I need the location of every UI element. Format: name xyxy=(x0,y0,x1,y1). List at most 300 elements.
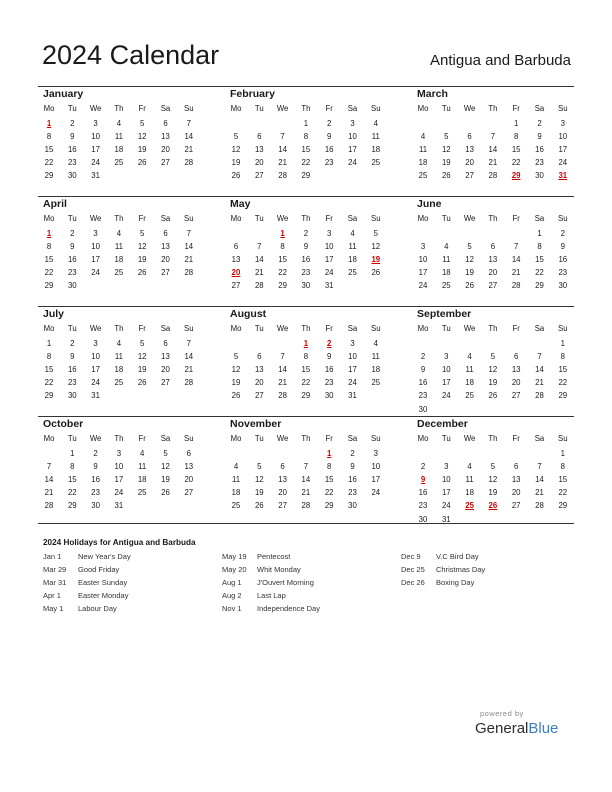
day-cell: 25 xyxy=(137,488,147,498)
day-cell: 16 xyxy=(418,488,428,498)
day-cell: 31 xyxy=(91,171,100,181)
day-cell: 4 xyxy=(444,242,449,252)
weekday-label: Fr xyxy=(138,324,146,333)
day-cell: 4 xyxy=(116,229,122,238)
day-cell: 13 xyxy=(278,475,287,485)
day-cell: 4 xyxy=(420,132,426,142)
weekday-label: Mo xyxy=(230,324,242,333)
day-cell: 5 xyxy=(140,339,145,348)
day-cell: 29 xyxy=(558,501,568,511)
weekday-label: Sa xyxy=(534,104,545,113)
day-cell: 7 xyxy=(186,339,191,348)
weekday-label: We xyxy=(276,434,289,443)
weekday-label: Su xyxy=(184,324,194,333)
holiday-date: Mar 31 xyxy=(43,578,67,588)
holiday-name: Independence Day xyxy=(257,604,320,614)
weekday-label: Th xyxy=(301,434,311,443)
weekday-label: We xyxy=(89,434,102,443)
day-cell: 6 xyxy=(233,242,239,252)
day-cell: 3 xyxy=(560,119,565,128)
day-cell: 27 xyxy=(511,501,521,511)
day-cell: 22 xyxy=(558,488,568,498)
day-cell: 26 xyxy=(137,378,147,388)
day-cell: 26 xyxy=(488,391,498,401)
day-cell: 29 xyxy=(558,391,568,401)
day-cell: 3 xyxy=(327,229,332,238)
weekday-label: Th xyxy=(301,104,311,113)
day-cell: 11 xyxy=(418,145,428,155)
day-cell: 12 xyxy=(465,255,474,265)
day-cell: 23 xyxy=(67,158,77,168)
day-cell: 30 xyxy=(67,391,77,401)
day-cell: 18 xyxy=(231,488,241,498)
weekday-label: Fr xyxy=(325,214,333,223)
weekday-label: Tu xyxy=(254,214,264,223)
weekday-label: Sa xyxy=(347,434,358,443)
day-cell: 24 xyxy=(371,488,381,498)
day-cell: 18 xyxy=(348,255,357,265)
weekday-label: Mo xyxy=(43,104,55,113)
day-cell: 7 xyxy=(280,132,285,142)
day-cell: 3 xyxy=(93,119,98,128)
day-cell: 15 xyxy=(301,365,311,375)
day-cell: 28 xyxy=(511,281,521,291)
holiday-day-cell: 19 xyxy=(371,255,381,265)
holiday-name: New Year's Day xyxy=(78,552,131,561)
day-cell: 24 xyxy=(348,378,357,388)
day-cell: 13 xyxy=(161,352,170,362)
day-cell: 12 xyxy=(441,145,451,155)
weekday-label: Mo xyxy=(417,324,429,333)
day-cell: 13 xyxy=(511,475,521,485)
day-cell: 24 xyxy=(441,501,451,511)
day-cell: 13 xyxy=(511,365,521,375)
day-cell: 7 xyxy=(257,242,262,252)
weekday-label: Su xyxy=(371,214,381,223)
day-cell: 21 xyxy=(488,158,498,168)
day-cell: 1 xyxy=(514,119,519,128)
day-cell: 23 xyxy=(91,488,100,498)
month-name: December xyxy=(417,418,468,430)
day-cell: 9 xyxy=(93,462,98,472)
day-cell: 23 xyxy=(301,268,311,278)
day-cell: 15 xyxy=(44,145,54,155)
day-cell: 5 xyxy=(140,119,145,128)
day-cell: 14 xyxy=(535,475,544,485)
day-cell: 22 xyxy=(301,158,311,168)
day-cell: 25 xyxy=(114,378,124,388)
day-cell: 29 xyxy=(301,171,311,181)
holiday-day-cell: 1 xyxy=(280,229,285,238)
day-cell: 25 xyxy=(371,158,381,168)
day-cell: 26 xyxy=(231,391,241,401)
holiday-date: May 1 xyxy=(43,604,64,614)
weekday-label: Th xyxy=(114,214,124,223)
day-cell: 11 xyxy=(465,475,474,485)
day-cell: 23 xyxy=(535,158,544,168)
day-cell: 31 xyxy=(114,501,124,511)
month-name: January xyxy=(43,88,84,100)
day-cell: 15 xyxy=(511,145,521,155)
day-cell: 22 xyxy=(535,268,544,278)
day-cell: 18 xyxy=(371,145,381,155)
day-cell: 28 xyxy=(184,378,194,388)
day-cell: 20 xyxy=(278,488,287,498)
day-cell: 7 xyxy=(537,352,542,362)
month-name: July xyxy=(43,308,65,320)
brand-general: General xyxy=(475,720,529,737)
day-cell: 6 xyxy=(467,132,472,142)
day-cell: 9 xyxy=(303,242,309,252)
day-cell: 8 xyxy=(327,462,332,472)
day-cell: 22 xyxy=(67,488,77,498)
day-cell: 2 xyxy=(303,229,309,238)
holiday-name: Boxing Day xyxy=(436,578,475,588)
day-cell: 6 xyxy=(257,352,262,362)
day-cell: 14 xyxy=(254,255,264,265)
day-cell: 28 xyxy=(44,501,54,511)
day-cell: 9 xyxy=(327,352,332,362)
day-cell: 4 xyxy=(233,462,239,472)
month-name: October xyxy=(43,418,84,430)
day-cell: 30 xyxy=(324,391,334,401)
day-cell: 2 xyxy=(70,119,75,128)
weekday-label: Tu xyxy=(441,104,451,113)
day-cell: 11 xyxy=(465,365,474,375)
day-cell: 18 xyxy=(114,255,124,265)
day-cell: 17 xyxy=(324,255,334,265)
day-cell: 20 xyxy=(511,378,521,388)
holiday-day-cell: 26 xyxy=(488,501,498,511)
day-cell: 2 xyxy=(93,449,98,458)
day-cell: 6 xyxy=(186,449,191,458)
day-cell: 22 xyxy=(558,378,568,388)
day-cell: 2 xyxy=(420,462,426,472)
page-title: 2024 Calendar xyxy=(42,40,220,70)
day-cell: 6 xyxy=(163,339,168,348)
day-cell: 15 xyxy=(278,255,287,265)
day-cell: 10 xyxy=(418,255,428,265)
day-cell: 16 xyxy=(558,255,568,265)
weekday-label: Sa xyxy=(534,324,545,333)
day-cell: 29 xyxy=(44,171,54,181)
weekday-label: Th xyxy=(301,214,311,223)
weekday-label: We xyxy=(276,324,289,333)
weekday-label: Mo xyxy=(417,434,429,443)
weekday-label: Su xyxy=(371,324,381,333)
day-cell: 4 xyxy=(373,339,378,348)
day-cell: 21 xyxy=(535,488,544,498)
holiday-date: Aug 1 xyxy=(222,578,242,588)
day-cell: 10 xyxy=(91,242,100,252)
holiday-name: Easter Monday xyxy=(78,591,129,601)
day-cell: 4 xyxy=(116,119,122,128)
day-cell: 25 xyxy=(371,378,381,388)
day-cell: 12 xyxy=(231,145,241,155)
day-cell: 16 xyxy=(418,378,428,388)
day-cell: 19 xyxy=(231,378,241,388)
day-cell: 20 xyxy=(161,255,170,265)
holiday-day-cell: 1 xyxy=(46,119,52,128)
day-cell: 17 xyxy=(441,488,451,498)
day-cell: 29 xyxy=(324,501,334,511)
day-cell: 24 xyxy=(91,268,100,278)
weekday-label: We xyxy=(463,434,476,443)
weekday-label: Mo xyxy=(417,214,429,223)
day-cell: 27 xyxy=(254,171,264,181)
day-cell: 19 xyxy=(254,488,264,498)
month-name: June xyxy=(417,198,442,210)
day-cell: 18 xyxy=(465,378,474,388)
day-cell: 9 xyxy=(537,132,542,142)
calendar-bottom-divider xyxy=(38,523,574,524)
holiday-day-cell: 31 xyxy=(558,171,568,181)
day-cell: 15 xyxy=(67,475,77,485)
day-cell: 18 xyxy=(441,268,451,278)
day-cell: 13 xyxy=(161,132,170,142)
day-cell: 19 xyxy=(465,268,474,278)
weekday-label: Fr xyxy=(512,214,520,223)
day-cell: 8 xyxy=(303,352,309,362)
day-cell: 28 xyxy=(535,391,544,401)
day-cell: 22 xyxy=(44,378,54,388)
day-cell: 10 xyxy=(558,132,568,142)
day-cell: 24 xyxy=(418,281,428,291)
day-cell: 6 xyxy=(163,119,168,128)
weekday-label: Mo xyxy=(43,214,55,223)
day-cell: 18 xyxy=(418,158,428,168)
weekday-label: Fr xyxy=(325,104,333,113)
day-cell: 16 xyxy=(348,475,357,485)
day-cell: 24 xyxy=(558,158,568,168)
day-cell: 22 xyxy=(44,158,54,168)
day-cell: 5 xyxy=(490,462,496,472)
day-cell: 16 xyxy=(324,145,334,155)
day-cell: 4 xyxy=(350,229,355,238)
day-cell: 10 xyxy=(324,242,334,252)
day-cell: 8 xyxy=(303,132,309,142)
day-cell: 12 xyxy=(137,352,147,362)
day-cell: 23 xyxy=(348,488,357,498)
day-cell: 8 xyxy=(70,462,75,472)
day-cell: 14 xyxy=(535,365,544,375)
day-cell: 8 xyxy=(537,242,542,252)
day-cell: 25 xyxy=(418,171,428,181)
day-cell: 2 xyxy=(420,352,426,362)
day-cell: 7 xyxy=(46,462,52,472)
day-cell: 17 xyxy=(91,255,100,265)
day-cell: 19 xyxy=(231,158,241,168)
weekday-label: Fr xyxy=(512,104,520,113)
day-cell: 4 xyxy=(116,339,122,348)
day-cell: 10 xyxy=(441,365,451,375)
day-cell: 30 xyxy=(91,501,100,511)
day-cell: 10 xyxy=(91,352,100,362)
holiday-day-cell: 29 xyxy=(511,171,521,181)
day-cell: 28 xyxy=(184,158,194,168)
day-cell: 5 xyxy=(467,242,472,252)
day-cell: 27 xyxy=(465,171,474,181)
day-cell: 2 xyxy=(327,119,332,128)
day-cell: 5 xyxy=(257,462,262,472)
day-cell: 20 xyxy=(465,158,474,168)
day-cell: 15 xyxy=(324,475,334,485)
weekday-label: Th xyxy=(488,324,498,333)
day-cell: 28 xyxy=(278,391,287,401)
day-cell: 15 xyxy=(535,255,544,265)
day-cell: 20 xyxy=(254,378,264,388)
day-cell: 3 xyxy=(420,242,426,252)
weekday-label: Tu xyxy=(67,104,77,113)
holiday-date: Mar 29 xyxy=(43,565,67,575)
day-cell: 6 xyxy=(280,462,285,472)
month-row-divider xyxy=(38,306,574,307)
weekday-label: Th xyxy=(488,214,498,223)
day-cell: 27 xyxy=(488,281,498,291)
day-cell: 26 xyxy=(254,501,264,511)
weekday-label: Sa xyxy=(160,214,171,223)
brand-blue: Blue xyxy=(528,720,559,737)
weekday-label: We xyxy=(276,104,289,113)
day-cell: 10 xyxy=(114,462,124,472)
day-cell: 27 xyxy=(161,378,170,388)
day-cell: 28 xyxy=(535,501,544,511)
day-cell: 10 xyxy=(441,475,451,485)
weekday-label: Tu xyxy=(67,214,77,223)
day-cell: 20 xyxy=(511,488,521,498)
weekday-label: Fr xyxy=(512,434,520,443)
day-cell: 11 xyxy=(371,132,380,142)
weekday-label: Mo xyxy=(230,434,242,443)
day-cell: 14 xyxy=(488,145,498,155)
weekday-label: Sa xyxy=(347,324,358,333)
day-cell: 20 xyxy=(488,268,498,278)
day-cell: 13 xyxy=(231,255,241,265)
day-cell: 12 xyxy=(161,462,170,472)
weekday-label: We xyxy=(89,324,102,333)
day-cell: 26 xyxy=(441,171,451,181)
day-cell: 29 xyxy=(44,281,54,291)
day-cell: 19 xyxy=(441,158,451,168)
weekday-label: Tu xyxy=(441,214,451,223)
day-cell: 30 xyxy=(558,281,568,291)
day-cell: 8 xyxy=(280,242,285,252)
weekday-label: Su xyxy=(558,434,568,443)
day-cell: 21 xyxy=(44,488,54,498)
day-cell: 22 xyxy=(511,158,521,168)
day-cell: 14 xyxy=(44,475,54,485)
day-cell: 25 xyxy=(114,158,124,168)
day-cell: 6 xyxy=(514,462,519,472)
day-cell: 29 xyxy=(278,281,287,291)
day-cell: 29 xyxy=(67,501,77,511)
holiday-name: V.C Bird Day xyxy=(436,552,479,561)
day-cell: 9 xyxy=(70,352,75,362)
month-name: February xyxy=(230,88,275,100)
month-name: April xyxy=(43,198,67,210)
day-cell: 12 xyxy=(254,475,264,485)
weekday-label: We xyxy=(463,104,476,113)
holiday-date: Dec 25 xyxy=(401,565,425,575)
day-cell: 17 xyxy=(418,268,428,278)
month-name: November xyxy=(230,418,282,430)
holiday-day-cell: 1 xyxy=(327,449,332,458)
day-cell: 17 xyxy=(348,145,357,155)
holiday-name: Whit Monday xyxy=(257,565,301,575)
day-cell: 3 xyxy=(93,229,98,238)
month-name: May xyxy=(230,198,251,210)
day-cell: 13 xyxy=(254,365,264,375)
day-cell: 30 xyxy=(535,171,544,181)
day-cell: 24 xyxy=(91,378,100,388)
weekday-label: Sa xyxy=(534,434,545,443)
day-cell: 13 xyxy=(184,462,194,472)
day-cell: 23 xyxy=(418,391,428,401)
day-cell: 2 xyxy=(70,339,75,348)
weekday-label: Su xyxy=(558,104,568,113)
weekday-label: Fr xyxy=(138,214,146,223)
day-cell: 4 xyxy=(140,449,145,458)
day-cell: 27 xyxy=(511,391,521,401)
day-cell: 6 xyxy=(490,242,496,252)
day-cell: 22 xyxy=(324,488,334,498)
day-cell: 26 xyxy=(371,268,381,278)
weekday-label: Tu xyxy=(254,434,264,443)
day-cell: 3 xyxy=(350,119,355,128)
day-cell: 6 xyxy=(514,352,519,362)
day-cell: 7 xyxy=(537,462,542,472)
holiday-date: Apr 1 xyxy=(43,591,61,601)
day-cell: 21 xyxy=(535,378,544,388)
holiday-name: Pentecost xyxy=(257,552,291,561)
day-cell: 18 xyxy=(114,365,124,375)
day-cell: 24 xyxy=(324,268,334,278)
day-cell: 30 xyxy=(418,514,428,524)
day-cell: 3 xyxy=(444,352,449,362)
day-cell: 20 xyxy=(254,158,264,168)
weekday-label: Th xyxy=(114,434,124,443)
day-cell: 15 xyxy=(301,145,311,155)
weekday-label: We xyxy=(276,214,289,223)
weekday-label: Sa xyxy=(347,214,358,223)
day-cell: 13 xyxy=(161,242,170,252)
day-cell: 8 xyxy=(46,132,52,142)
day-cell: 2 xyxy=(350,449,355,458)
day-cell: 3 xyxy=(444,462,449,472)
month-row-divider xyxy=(38,86,574,87)
month-name: September xyxy=(417,308,472,320)
day-cell: 3 xyxy=(373,449,378,458)
day-cell: 20 xyxy=(161,365,170,375)
day-cell: 20 xyxy=(184,475,194,485)
day-cell: 2 xyxy=(560,229,565,238)
day-cell: 8 xyxy=(560,352,565,362)
day-cell: 16 xyxy=(324,365,334,375)
weekday-label: Mo xyxy=(43,324,55,333)
day-cell: 21 xyxy=(278,158,287,168)
weekday-label: Mo xyxy=(417,104,429,113)
day-cell: 30 xyxy=(418,404,428,414)
holiday-date: Dec 9 xyxy=(401,552,421,561)
day-cell: 27 xyxy=(231,281,241,291)
weekday-label: Fr xyxy=(138,104,146,113)
day-cell: 26 xyxy=(465,281,474,291)
day-cell: 12 xyxy=(488,365,498,375)
weekday-label: Su xyxy=(558,214,568,223)
day-cell: 9 xyxy=(560,242,565,252)
day-cell: 5 xyxy=(444,132,449,142)
day-cell: 11 xyxy=(371,352,380,362)
